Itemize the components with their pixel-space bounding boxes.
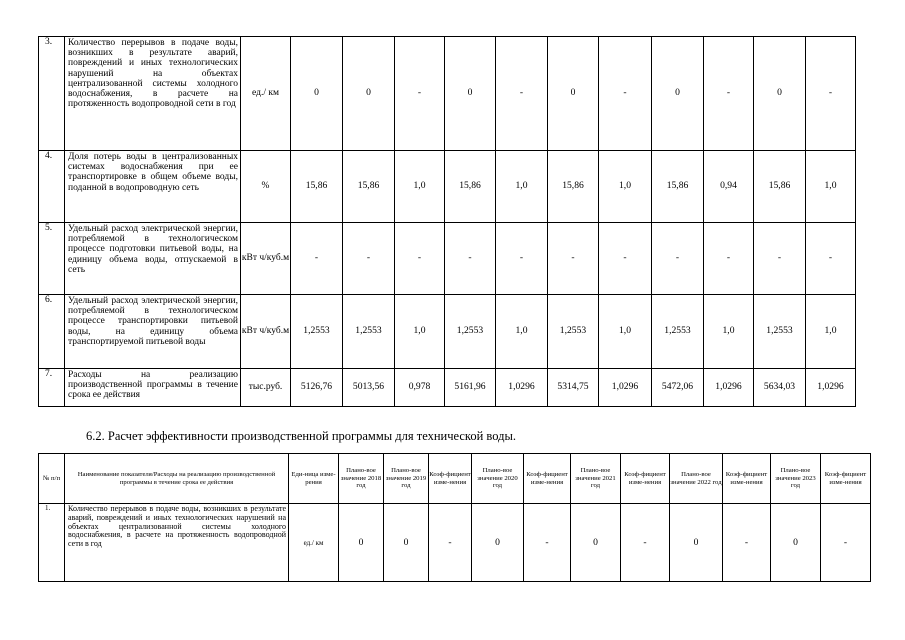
value-cell: 1,0296 [496, 369, 548, 407]
value-cell: - [429, 504, 472, 582]
value-cell: 15,86 [445, 151, 496, 223]
value-cell: - [395, 223, 445, 295]
value-cell: - [548, 223, 599, 295]
indicator-name: Расходы на реализацию производственной программы в течение срока ее действия [65, 369, 241, 407]
value-cell: - [806, 223, 856, 295]
value-cell: 1,0296 [806, 369, 856, 407]
column-header: Коэф-фициент изме-нения [821, 454, 871, 504]
value-cell: 0 [472, 504, 524, 582]
indicators-table-drinking-water [38, 36, 856, 407]
value-cell: 0 [445, 37, 496, 151]
value-cell: - [291, 223, 343, 295]
value-cell: 0 [670, 504, 723, 582]
value-cell: 1,0 [496, 295, 548, 369]
column-header: Плано-вое значение 2019 год [384, 454, 429, 504]
value-cell: 5126,76 [291, 369, 343, 407]
value-cell: - [704, 223, 754, 295]
value-cell: 1,2553 [548, 295, 599, 369]
value-cell: 15,86 [754, 151, 806, 223]
indicator-name: Количество перерывов в подаче воды, возникших в результате аварий, повреждений и иных технологических нарушений на объектах централизованной системы холодного водоснабжения, в расчете на протяженность водопроводной сети в год [65, 504, 289, 582]
table-row [39, 151, 856, 223]
row-number: 3. [39, 37, 65, 151]
column-header: Коэф-фициент изме-нения [429, 454, 472, 504]
value-cell: 0 [571, 504, 621, 582]
value-cell: - [496, 37, 548, 151]
unit-cell: % [241, 151, 291, 223]
table-row [39, 295, 856, 369]
value-cell: 1,0 [806, 151, 856, 223]
value-cell: 1,2553 [445, 295, 496, 369]
value-cell: 1,2553 [652, 295, 704, 369]
value-cell: 1,0 [599, 295, 652, 369]
value-cell: 0 [652, 37, 704, 151]
value-cell: 0 [339, 504, 384, 582]
value-cell: 0,94 [704, 151, 754, 223]
value-cell: - [343, 223, 395, 295]
column-header: Плано-вое значение 2020 год [472, 454, 524, 504]
indicator-name: Удельный расход электрической энергии, потребляемой в технологическом процессе транспортировки питьевой воды, на единицу объема транспортируемой питьевой воды [65, 295, 241, 369]
value-cell: 0 [548, 37, 599, 151]
table-row [39, 223, 856, 295]
value-cell: 5314,75 [548, 369, 599, 407]
section-title: 6.2. Расчет эффективности производственной программы для технической воды. [86, 429, 517, 443]
column-header: Плано-вое значение 2018 год [339, 454, 384, 504]
indicators-table-technical-water [38, 453, 871, 582]
value-cell: 0 [343, 37, 395, 151]
value-cell: - [821, 504, 871, 582]
indicator-name: Удельный расход электрической энергии, потребляемой в технологическом процессе подготовки питьевой воды, на единицу объема воды, отпускаемой в сеть [65, 223, 241, 295]
unit-cell: ед./ км [289, 504, 339, 582]
column-header: Еди-ница изме-рения [289, 454, 339, 504]
value-cell: - [704, 37, 754, 151]
value-cell: 0 [291, 37, 343, 151]
value-cell: 1,0 [496, 151, 548, 223]
value-cell: 1,0 [806, 295, 856, 369]
value-cell: 15,86 [291, 151, 343, 223]
table-header-row [39, 454, 871, 504]
value-cell: - [652, 223, 704, 295]
value-cell: 0 [384, 504, 429, 582]
value-cell: - [754, 223, 806, 295]
value-cell: 15,86 [343, 151, 395, 223]
row-number: 6. [39, 295, 65, 369]
value-cell: 0 [771, 504, 821, 582]
table-row [39, 369, 856, 407]
value-cell: 15,86 [652, 151, 704, 223]
column-header: № п/п [39, 454, 65, 504]
column-header: Плано-вое значение 2022 год [670, 454, 723, 504]
value-cell: 1,0 [395, 151, 445, 223]
table-row [39, 504, 871, 582]
value-cell: 15,86 [548, 151, 599, 223]
unit-cell: кВт ч/куб.м [241, 223, 291, 295]
value-cell: 1,0296 [704, 369, 754, 407]
value-cell: 5472,06 [652, 369, 704, 407]
row-number: 5. [39, 223, 65, 295]
unit-cell: кВт ч/куб.м [241, 295, 291, 369]
row-number: 1. [39, 504, 65, 582]
value-cell: 1,2553 [291, 295, 343, 369]
value-cell: - [496, 223, 548, 295]
value-cell: - [723, 504, 771, 582]
column-header: Коэф-фициент изме-нения [621, 454, 670, 504]
value-cell: 5013,56 [343, 369, 395, 407]
value-cell: 1,0296 [599, 369, 652, 407]
indicator-name: Количество перерывов в подаче воды, возникших в результате аварий, повреждений и иных технологических нарушений на объектах централизованной системы холодного водоснабжения, в расчете на протяженность водопроводной сети в год [65, 37, 241, 151]
value-cell: - [445, 223, 496, 295]
value-cell: 1,0 [704, 295, 754, 369]
value-cell: 1,0 [599, 151, 652, 223]
row-number: 4. [39, 151, 65, 223]
value-cell: 5634,03 [754, 369, 806, 407]
value-cell: 0 [754, 37, 806, 151]
value-cell: - [621, 504, 670, 582]
column-header: Коэф-фициент изме-нения [723, 454, 771, 504]
column-header: Наименование показателя/Расходы на реализацию производственной программы в течение срока ее действия [65, 454, 289, 504]
value-cell: 1,0 [395, 295, 445, 369]
column-header: Плано-вое значение 2021 год [571, 454, 621, 504]
table-row [39, 37, 856, 151]
column-header: Плано-вое значение 2023 год [771, 454, 821, 504]
value-cell: 5161,96 [445, 369, 496, 407]
column-header: Коэф-фициент изме-нения [524, 454, 571, 504]
unit-cell: ед./ км [241, 37, 291, 151]
value-cell: - [524, 504, 571, 582]
value-cell: 0,978 [395, 369, 445, 407]
row-number: 7. [39, 369, 65, 407]
value-cell: 1,2553 [343, 295, 395, 369]
value-cell: - [806, 37, 856, 151]
value-cell: 1,2553 [754, 295, 806, 369]
indicator-name: Доля потерь воды в централизованных системах водоснабжения при ее транспортировке в общем объеме воды, поданной в водопроводную сеть [65, 151, 241, 223]
value-cell: - [599, 223, 652, 295]
value-cell: - [395, 37, 445, 151]
value-cell: - [599, 37, 652, 151]
unit-cell: тыс.руб. [241, 369, 291, 407]
